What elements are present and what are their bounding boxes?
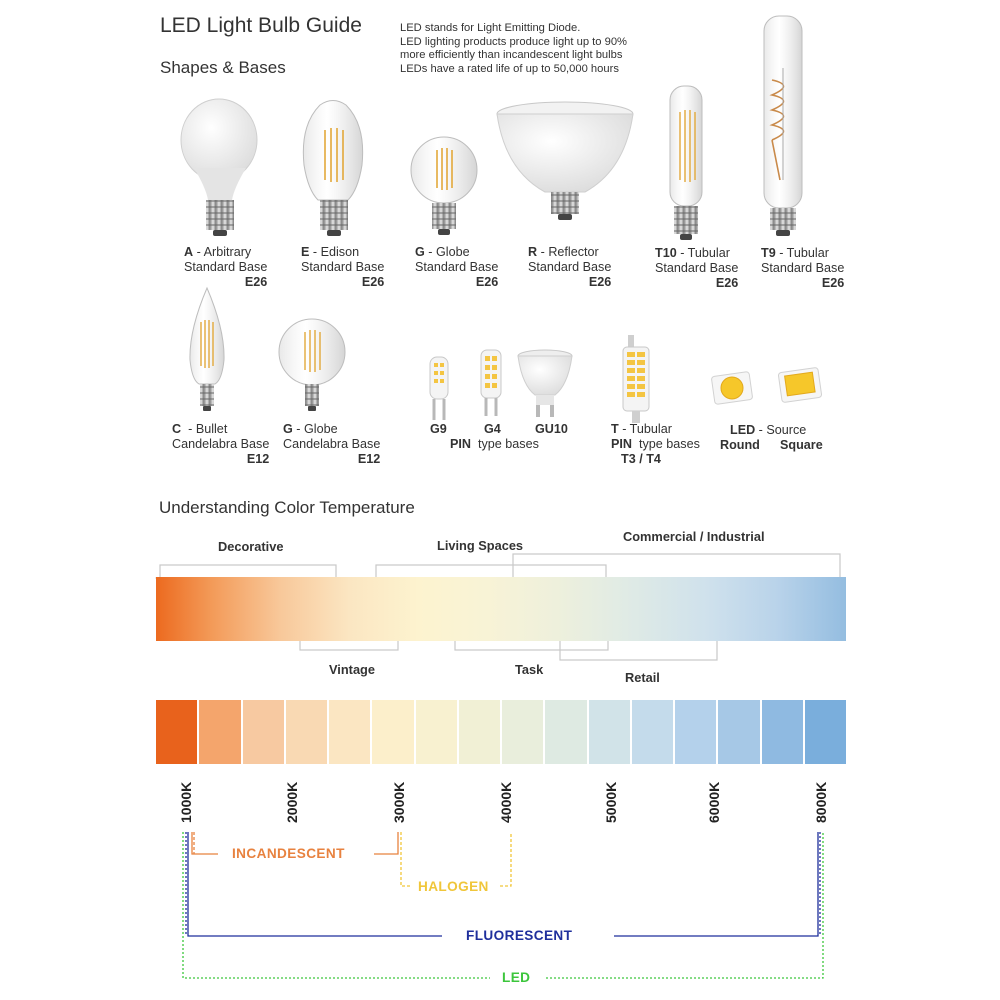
range-label-retail: Retail — [625, 670, 660, 685]
bulb-e-edison-icon — [303, 101, 362, 237]
color-swatch — [156, 700, 199, 764]
bulb-t10-tubular-icon — [670, 86, 702, 240]
color-swatch — [805, 700, 846, 764]
bulb-label-g: G - Globe Standard Base E26 — [415, 245, 499, 289]
info-line: more efficiently than incandescent light bulbs — [400, 49, 623, 62]
color-swatch — [372, 700, 415, 764]
bulb-g-globe-candelabra-icon — [279, 319, 345, 411]
color-swatch — [632, 700, 675, 764]
type-label-led: LED — [496, 970, 536, 985]
bulb-a-arbitrary-icon — [181, 99, 257, 236]
color-swatch — [718, 700, 761, 764]
color-swatch — [459, 700, 502, 764]
led-source-label: LED - Source — [730, 423, 807, 437]
color-swatch — [243, 700, 286, 764]
type-label-incandescent: INCANDESCENT — [226, 846, 351, 861]
info-line: LED lighting products produce light up to 90% — [400, 35, 628, 48]
range-label-task: Task — [515, 662, 544, 677]
bulb-label-g-candelabra: G - Globe Candelabra Base E12 — [283, 422, 381, 466]
bulb-t9-tubular-icon — [764, 16, 802, 236]
page-title: LED Light Bulb Guide — [160, 14, 362, 37]
bulb-label-a: A - Arbitrary Standard Base E26 — [184, 245, 268, 289]
color-swatch-strip — [156, 700, 846, 764]
color-swatch — [329, 700, 372, 764]
kelvin-tick: 8000K — [813, 781, 829, 823]
bulb-label-t9: T9 - Tubular Standard Base E26 — [761, 246, 845, 290]
bulb-t-tubular-pin-icon — [623, 335, 649, 423]
info-line: LED stands for Light Emitting Diode. — [400, 22, 581, 34]
type-label-fluorescent: FLUORESCENT — [460, 928, 578, 943]
color-swatch — [416, 700, 459, 764]
range-label-decorative: Decorative — [218, 539, 284, 554]
kelvin-tick: 1000K — [178, 781, 194, 823]
bulb-g9-pin-icon — [430, 357, 448, 420]
bulb-r-reflector-icon — [497, 102, 633, 220]
bulb-g-globe-icon — [411, 137, 477, 235]
range-label-commercial: Commercial / Industrial — [623, 529, 765, 544]
bulb-c-bullet-icon — [190, 288, 224, 411]
pin-gu10-label: GU10 — [535, 422, 568, 436]
color-swatch — [675, 700, 718, 764]
bulb-g4-pin-icon — [481, 350, 501, 416]
pin-g9-label: G9 — [430, 422, 447, 436]
bulb-label-t-tubular: T - Tubular PIN type bases T3 / T4 — [611, 422, 700, 466]
bulb-gu10-pin-icon — [518, 350, 572, 417]
color-swatch — [545, 700, 588, 764]
led-square-source-icon — [778, 367, 822, 402]
bulb-label-t10: T10 - Tubular Standard Base E26 — [655, 246, 739, 290]
color-swatch — [589, 700, 632, 764]
range-label-living-spaces: Living Spaces — [437, 538, 524, 553]
led-round-label: Round — [720, 438, 760, 452]
color-swatch — [199, 700, 242, 764]
color-temperature-gradient — [156, 577, 846, 641]
bulb-label-r: R - Reflector Standard Base E26 — [528, 245, 612, 289]
info-line: LEDs have a rated life of up to 50,000 hours — [400, 62, 619, 75]
range-label-vintage: Vintage — [329, 662, 375, 677]
type-label-halogen: HALOGEN — [412, 879, 495, 894]
color-swatch — [762, 700, 805, 764]
kelvin-tick: 4000K — [498, 781, 514, 823]
pin-type-label: PIN type bases — [450, 437, 539, 451]
color-swatch — [502, 700, 545, 764]
kelvin-tick: 5000K — [603, 781, 619, 823]
kelvin-tick: 6000K — [706, 781, 722, 823]
led-square-label: Square — [780, 438, 823, 452]
led-round-source-icon — [711, 371, 753, 404]
bulb-label-c: C - Bullet Candelabra Base E12 — [172, 422, 270, 466]
section-title-shapes: Shapes & Bases — [160, 58, 286, 77]
kelvin-tick: 2000K — [284, 781, 300, 823]
bulb-label-e: E - Edison Standard Base E26 — [301, 245, 385, 289]
section-title-color-temperature: Understanding Color Temperature — [159, 498, 415, 517]
pin-g4-label: G4 — [484, 422, 501, 436]
color-swatch — [286, 700, 329, 764]
kelvin-tick: 3000K — [391, 781, 407, 823]
